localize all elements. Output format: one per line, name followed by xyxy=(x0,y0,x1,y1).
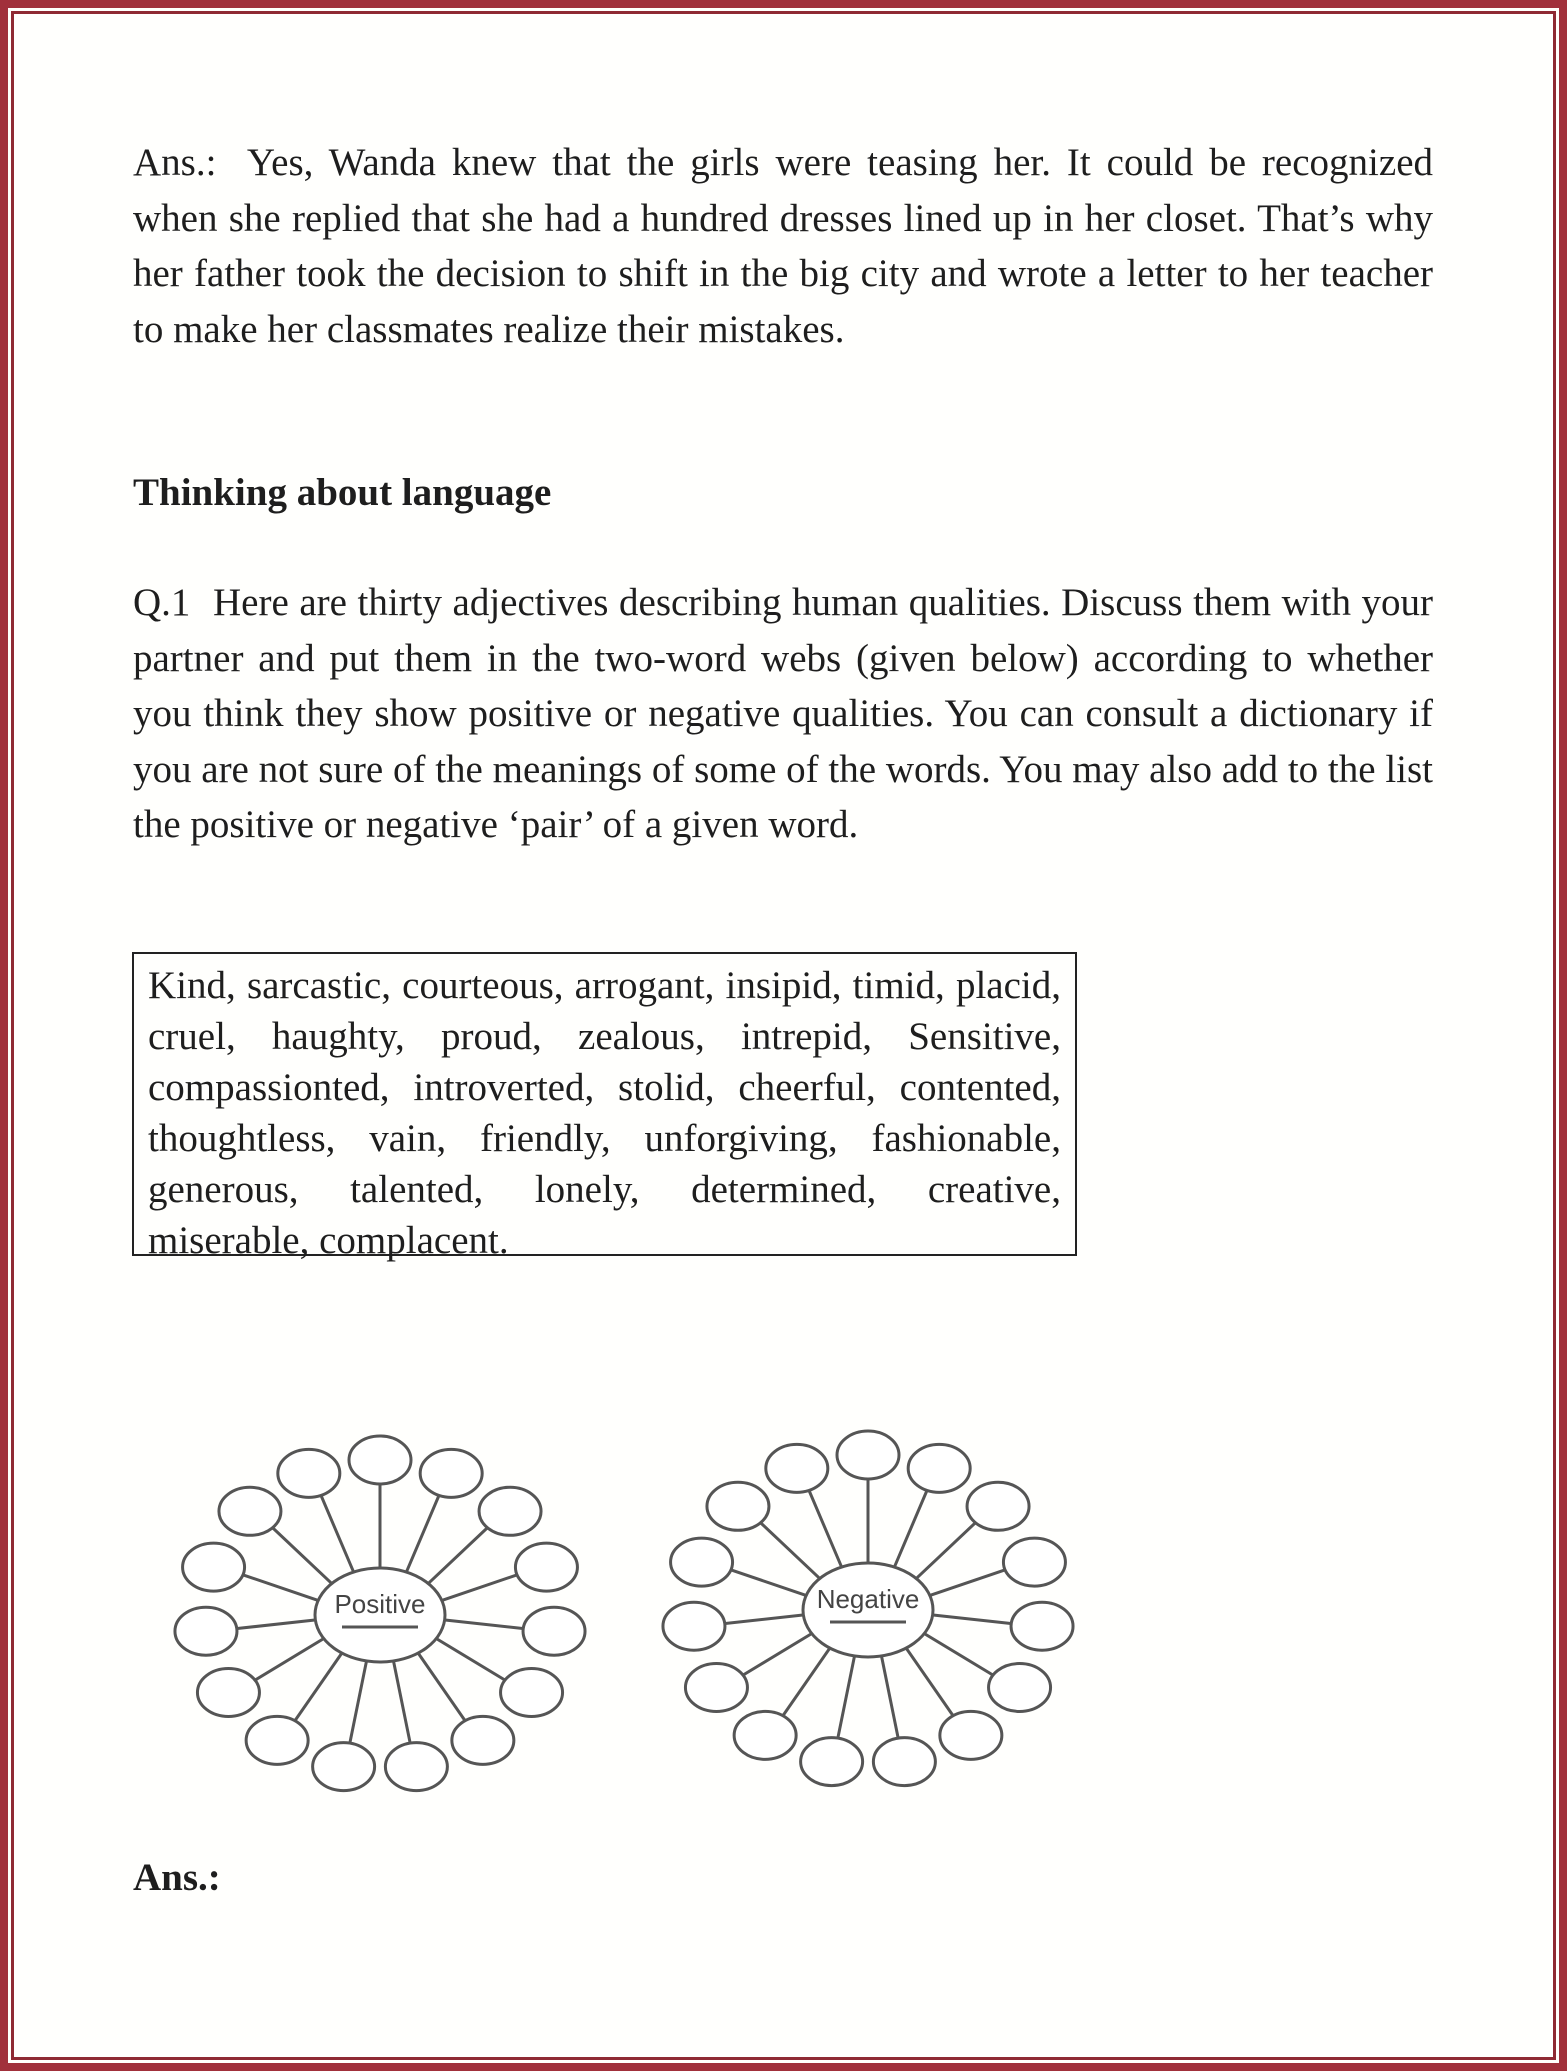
web-blank-oval[interactable] xyxy=(501,1669,563,1717)
web-spoke xyxy=(881,1653,899,1740)
web-blank-oval[interactable] xyxy=(515,1543,577,1591)
answer-paragraph xyxy=(133,135,1433,357)
web-blank-oval[interactable] xyxy=(671,1538,733,1586)
web-center-label: Negative xyxy=(816,1584,920,1614)
web-blank-oval[interactable] xyxy=(479,1487,541,1535)
web-blank-oval[interactable] xyxy=(246,1716,308,1764)
web-spoke xyxy=(922,1632,996,1677)
web-spoke xyxy=(759,1521,822,1581)
web-spoke xyxy=(808,1488,843,1569)
web-spoke xyxy=(837,1653,855,1740)
web-blank-oval[interactable] xyxy=(349,1436,411,1484)
question-paragraph xyxy=(133,575,1433,853)
web-spoke xyxy=(442,1620,527,1629)
web-blank-oval[interactable] xyxy=(278,1449,340,1497)
web-spoke xyxy=(927,1569,1008,1597)
web-blank-oval[interactable] xyxy=(801,1738,863,1786)
web-spoke xyxy=(914,1521,977,1581)
web-spoke xyxy=(741,1632,815,1677)
adjective-word-box: Kind, sarcastic, courteous, arrogant, insipid, timid, placid, cruel, haughty, proud, zealous, intrepid, Sensitive, compassionted, introverted, stolid, cheerful, contented, thoughtless, vain, friendly, unforgiving, fashionable, generous, talented, lonely, determined, creative, miserable, complacent. xyxy=(132,952,1077,1256)
web-blank-oval[interactable] xyxy=(734,1711,796,1759)
web-spoke xyxy=(405,1493,440,1574)
question-1 xyxy=(133,575,1433,853)
negative-word-web xyxy=(663,1431,1073,1786)
web-blank-oval[interactable] xyxy=(837,1431,899,1479)
web-blank-oval[interactable] xyxy=(523,1607,585,1655)
web-spoke xyxy=(426,1526,489,1586)
web-spoke xyxy=(271,1526,334,1586)
web-spoke xyxy=(782,1646,832,1718)
web-blank-oval[interactable] xyxy=(197,1669,259,1717)
web-spoke xyxy=(728,1569,809,1597)
web-blank-oval[interactable] xyxy=(385,1743,447,1791)
answer-2-label: Ans.: xyxy=(133,1856,221,1899)
web-blank-oval[interactable] xyxy=(1011,1602,1073,1650)
answer-1 xyxy=(133,135,1433,357)
web-blank-oval[interactable] xyxy=(219,1487,281,1535)
web-blank-oval[interactable] xyxy=(420,1449,482,1497)
question-1-label: Q.1 xyxy=(133,581,191,624)
web-blank-oval[interactable] xyxy=(908,1444,970,1492)
web-blank-oval[interactable] xyxy=(313,1743,375,1791)
web-spoke xyxy=(349,1658,367,1745)
web-spoke xyxy=(393,1658,411,1745)
web-spoke xyxy=(240,1574,321,1602)
web-blank-oval[interactable] xyxy=(989,1664,1051,1712)
web-spoke xyxy=(930,1615,1015,1624)
web-blank-oval[interactable] xyxy=(663,1602,725,1650)
web-center-label: Positive xyxy=(334,1589,426,1619)
web-spoke xyxy=(320,1493,355,1574)
web-blank-oval[interactable] xyxy=(967,1482,1029,1530)
web-blank-oval[interactable] xyxy=(685,1664,747,1712)
word-webs xyxy=(140,1410,1110,1810)
web-blank-oval[interactable] xyxy=(940,1711,1002,1759)
web-spoke xyxy=(439,1574,520,1602)
web-spoke xyxy=(234,1620,319,1629)
web-spoke xyxy=(434,1637,508,1682)
positive-word-web xyxy=(175,1436,585,1791)
question-1-text: Here are thirty adjectives describing human qualities. Discuss them with your partner and put them in the two-word webs (given below) according to whether you think they show positive or negative qualities. You can consult a dictionary if you are not sure of the meanings of some of the words. You may also add to the list the positive or negative ‘pair’ of a given word. xyxy=(133,581,1433,846)
web-spoke xyxy=(893,1488,928,1569)
web-blank-oval[interactable] xyxy=(766,1444,828,1492)
web-blank-oval[interactable] xyxy=(183,1543,245,1591)
section-heading: Thinking about language xyxy=(133,471,552,514)
answer-1-text: Yes, Wanda knew that the girls were teasing her. It could be recognized when she replied that she had a hundred dresses lined up in her closet. That’s why her father took the decision to shift in the big city and wrote a letter to her teacher to make her classmates realize their mistakes. xyxy=(133,141,1433,351)
web-blank-oval[interactable] xyxy=(175,1607,237,1655)
web-blank-oval[interactable] xyxy=(873,1738,935,1786)
web-spoke xyxy=(416,1651,466,1723)
answer-1-label: Ans.: xyxy=(133,141,217,184)
web-spoke xyxy=(722,1615,807,1624)
web-spoke xyxy=(904,1646,954,1718)
web-blank-oval[interactable] xyxy=(1003,1538,1065,1586)
web-spoke xyxy=(253,1637,327,1682)
web-blank-oval[interactable] xyxy=(452,1716,514,1764)
web-blank-oval[interactable] xyxy=(707,1482,769,1530)
web-spoke xyxy=(294,1651,344,1723)
